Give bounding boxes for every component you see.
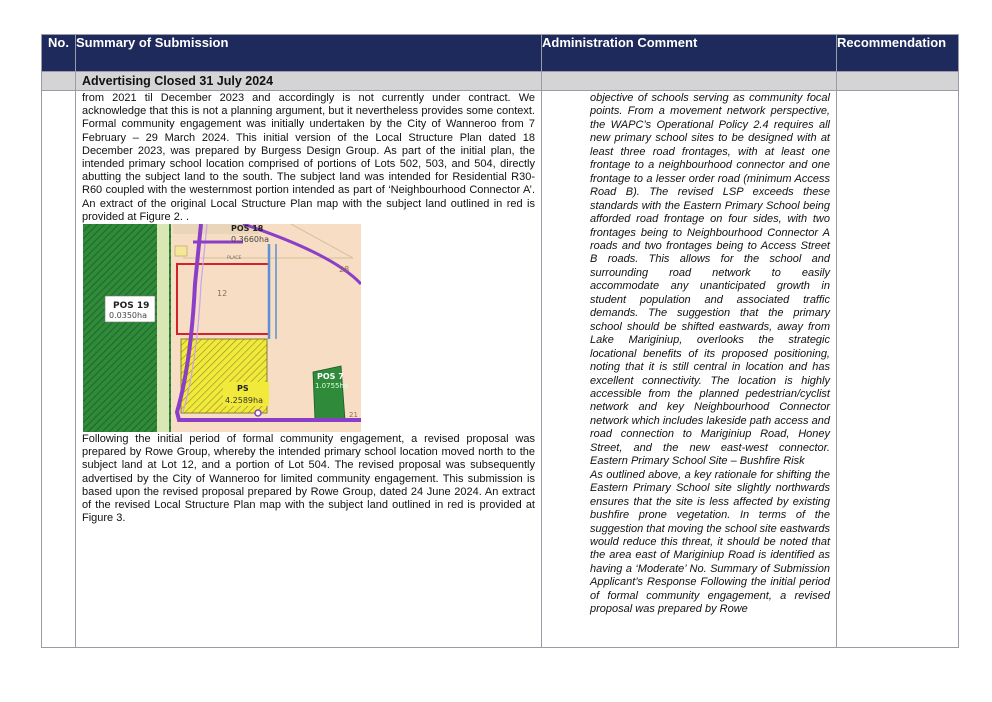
pos-7-area-label: 1.0755ha [315, 382, 349, 391]
ps-area: 4.2589ha [225, 396, 263, 406]
header-recommendation: Recommendation [837, 35, 959, 72]
header-summary: Summary of Submission [76, 35, 542, 72]
header-no: No. [42, 35, 76, 72]
pos-18-label: POS 18 [231, 224, 264, 234]
row-recommendation-cell [837, 91, 959, 648]
section-recommendation-cell [837, 72, 959, 91]
row-comment-cell [542, 91, 837, 648]
figure-2-map [83, 224, 361, 432]
comment-text [542, 91, 836, 647]
summary-paragraph-2: Following the initial period of formal community engagement, a revised proposal was prepared by Rowe Group, whereby the intended primary school location moved north to the subject land at Lot 12, and a portion of Lot 504. The revised proposal was subsequently advertised by the City of Wanneroo for limited community engagement. This submission is based upon the revised proposal prepared by Rowe Group, dated 24 June 2024. An extract of the revised Local Structure Plan map with the subject land outlined in red is provided at Figure 3. [82, 433, 535, 525]
table-row [42, 91, 959, 648]
section-comment-cell [542, 72, 837, 91]
summary-text [76, 91, 541, 647]
section-row [42, 72, 959, 91]
header-row [42, 35, 959, 72]
ps-label: PS [237, 384, 249, 394]
section-no-cell [42, 72, 76, 91]
pos-18-area: 0.3660ha [231, 235, 269, 245]
comment-paragraph-2: As outlined above, a key rationale for shifting the Eastern Primary School site slightly northwards ensures that the site is less affected by existing bushfire prone vegetation. In terms of the suggestion that moving the school site eastwards would reduce this threat, it should be noted that the area east of Mariginiup Road is identified as having a ‘Moderate’ No. Summary of Submission Applicant’s Response Following the initial period of formal community engagement, a revised proposal was prepared by Rowe [590, 468, 830, 616]
lot-28-label: 28 [339, 265, 350, 275]
pos-19-area: 0.0350ha [109, 311, 147, 321]
summary-paragraph-1: from 2021 til December 2023 and accordingly is not currently under contract. We acknowledge that this is not a planning argument, but it nevertheless provides some context. Formal community engagement was initially undertaken by the City of Wanneroo from 7 February – 29 March 2024. This initial version of the Local Structure Plan dated 18 December 2023, was prepared by Burgess Design Group. As part of the initial plan, the intended primary school location comprised of portions of Lots 502, 503, and 504, directly abutting the subject land to the south. The subject land was intended for Residential R30-R60 coupled with the westernmost portion intended as part of ‘Neighbourhood Connector A’. An extract of the original Local Structure Plan map with the subject land outlined in red is provided at Figure 2. . [82, 92, 535, 223]
lot-12-label: 12 [217, 289, 228, 299]
row-no-cell [42, 91, 76, 648]
submissions-table [41, 34, 959, 648]
pos-7-label: POS 7 [317, 372, 344, 382]
pos-19-label: POS 19 [113, 301, 150, 312]
place-label: PLACE [227, 256, 242, 262]
header-comment: Administration Comment [542, 35, 837, 72]
lot-21-label: 21 [349, 411, 358, 420]
comment-paragraph-1: objective of schools serving as community focal points. From a movement network perspective, the WAPC’s Operational Policy 2.4 requires all new primary school sites to be designed with at least three road frontages, with at least one frontage to a neighbourhood connector and one frontage to a lesser order road (minimum Access Road B). The revised LSP exceeds these standards with the Eastern Primary School being afforded road frontage on four sides, with two frontages being to Neighbourhood Connector A roads and two frontages being to Access Street B roads. This allows for the school and surrounding road network to easily accommodate any unanticipated growth in student population and associated traffic demands. The suggestion that the primary school should be shifted eastwards, away from Lake Mariginiup, overlooks the strategic locational benefits of its proposed positioning, noting that it is still central in location and has excellent connectivity. The location is highly accessible from the planned pedestrian/cyclist network and key Neighbourhood Connector network which includes lakeside path access and road connection to Mariginiup Road, Honey Street, and the new east-west connector. Eastern Primary School Site – Bushfire Risk [590, 92, 830, 468]
row-summary-cell [76, 91, 542, 648]
section-label: Advertising Closed 31 July 2024 [76, 72, 542, 91]
